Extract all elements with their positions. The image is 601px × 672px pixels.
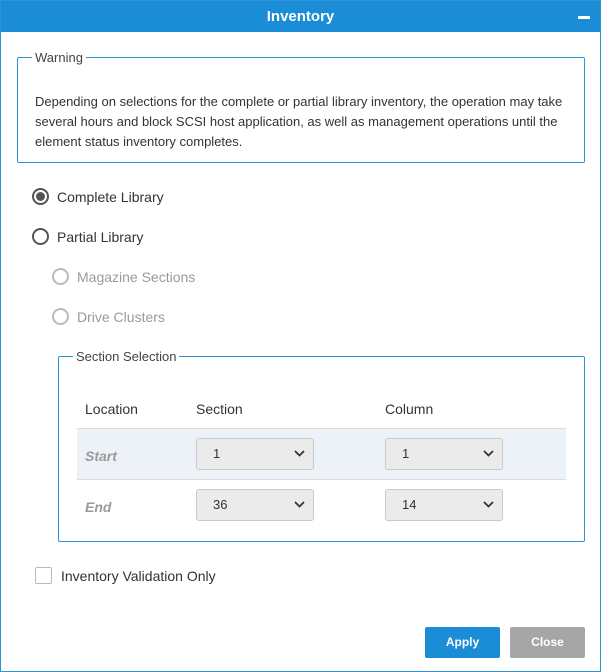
- partial-library-radio[interactable]: [32, 228, 143, 245]
- warning-text: Depending on selections for the complete or partial library inventory, the operation may take several hours and block SCSI host application, as well as management operations until the element status inventory completes.: [35, 94, 563, 149]
- dialog-title: Inventory: [266, 8, 335, 25]
- complete-library-radio[interactable]: [32, 188, 164, 205]
- radio-unchecked-icon[interactable]: [32, 228, 49, 245]
- section-table-header: [77, 391, 566, 429]
- dialog-titlebar: [1, 1, 600, 32]
- close-button[interactable]: Close: [510, 627, 585, 658]
- chevron-down-icon: [294, 448, 305, 459]
- end-section-select[interactable]: [196, 489, 314, 521]
- location-header: Location: [85, 401, 138, 417]
- apply-button[interactable]: Apply: [425, 627, 500, 658]
- section-table: [77, 391, 566, 530]
- section-header: Section: [196, 401, 243, 417]
- end-label: End: [85, 499, 112, 515]
- radio-disabled-icon[interactable]: [52, 308, 69, 325]
- end-section-value: 36: [213, 497, 228, 512]
- section-selection-panel: [58, 349, 585, 542]
- end-column-value: 14: [402, 497, 417, 512]
- radio-checked-icon[interactable]: [32, 188, 49, 205]
- chevron-down-icon: [294, 499, 305, 510]
- partial-library-label: Partial Library: [57, 228, 144, 245]
- checkbox-icon[interactable]: [35, 567, 52, 584]
- magazine-sections-label: Magazine Sections: [77, 268, 196, 285]
- start-column-select[interactable]: [385, 438, 503, 470]
- section-selection-legend: Section Selection: [76, 349, 177, 364]
- warning-panel: [17, 50, 585, 163]
- start-section-value: 1: [213, 446, 221, 461]
- drive-clusters-label: Drive Clusters: [77, 308, 165, 325]
- complete-library-label: Complete Library: [57, 188, 164, 205]
- end-column-select[interactable]: [385, 489, 503, 521]
- chevron-down-icon: [483, 499, 494, 510]
- radio-disabled-icon[interactable]: [52, 268, 69, 285]
- start-label: Start: [85, 448, 117, 464]
- start-section-select[interactable]: [196, 438, 314, 470]
- magazine-sections-radio[interactable]: [52, 268, 195, 285]
- inventory-validation-checkbox[interactable]: [35, 567, 216, 584]
- minimize-icon[interactable]: [576, 9, 592, 25]
- start-column-value: 1: [402, 446, 410, 461]
- column-header: Column: [385, 401, 434, 417]
- inventory-validation-label: Inventory Validation Only: [61, 567, 216, 584]
- table-row-start: [77, 429, 566, 480]
- chevron-down-icon: [483, 448, 494, 459]
- warning-legend: Warning: [35, 50, 83, 65]
- drive-clusters-radio[interactable]: [52, 308, 165, 325]
- table-row-end: [77, 480, 566, 530]
